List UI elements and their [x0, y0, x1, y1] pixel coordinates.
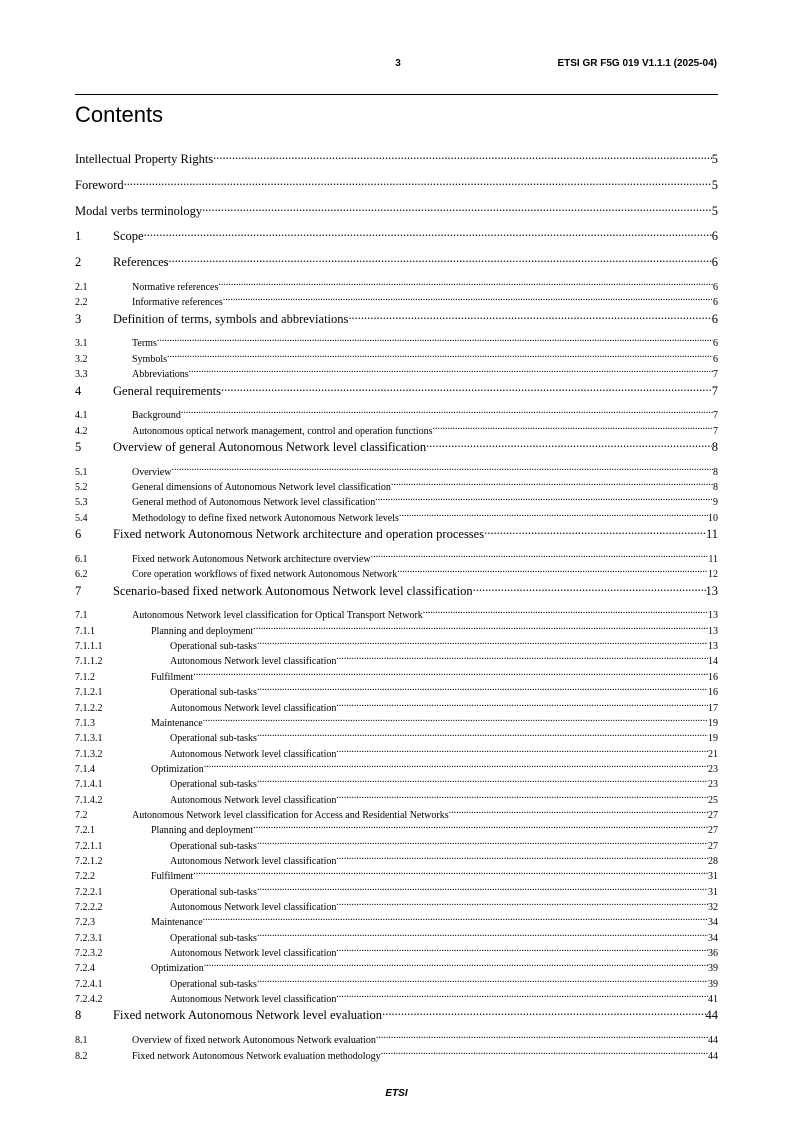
toc-entry-page: 10 [708, 512, 718, 524]
toc-entry-page: 39 [708, 963, 718, 975]
toc-entry-number: 7.1.1.1 [75, 641, 103, 653]
toc-entry-number: 7.2.1 [75, 825, 95, 837]
toc-dot-leader [253, 821, 708, 833]
toc-entry-number: 7.2.2.1 [75, 886, 103, 898]
toc-entry[interactable] [75, 837, 718, 852]
toc-entry-page: 44 [708, 1050, 718, 1062]
toc-entry-number: 8.2 [75, 1050, 88, 1062]
toc-entry-page: 6 [711, 311, 718, 326]
toc-entry-title: Scope [113, 229, 144, 244]
toc-entry-page: 23 [708, 763, 718, 775]
toc-entry-title: Operational sub-tasks [170, 978, 257, 990]
toc-dot-leader [204, 760, 708, 772]
toc-dot-leader [189, 365, 713, 377]
toc-entry[interactable] [75, 493, 718, 508]
toc-entry-page: 12 [708, 569, 718, 581]
toc-entry-number: 7.2.3.2 [75, 948, 103, 959]
toc-entry-title: General dimensions of Autonomous Network level classification [132, 482, 391, 494]
toc-entry-number: 7.2.3 [75, 917, 95, 929]
toc-entry-page: 21 [708, 748, 718, 760]
toc-entry[interactable] [75, 1047, 718, 1062]
toc-entry-number: 7.2 [75, 809, 88, 821]
toc-entry-page: 8 [713, 466, 718, 478]
toc-entry-page: 6 [711, 229, 718, 244]
toc-entry[interactable] [75, 1005, 718, 1031]
toc-dot-leader [336, 944, 708, 956]
toc-entry-page: 9 [713, 497, 718, 509]
toc-dot-leader [167, 350, 713, 362]
toc-dot-leader [253, 622, 708, 634]
toc-dot-leader [257, 683, 708, 695]
toc-entry-title: Planning and deployment [151, 625, 254, 637]
toc-entry-page: 7 [713, 410, 718, 422]
toc-entry[interactable] [75, 1031, 718, 1046]
toc-dot-leader [193, 867, 708, 879]
toc-entry-number: 5.2 [75, 482, 88, 494]
toc-dot-leader [375, 493, 713, 505]
toc-entry[interactable] [75, 524, 718, 550]
toc-entry[interactable] [75, 201, 718, 227]
toc-entry[interactable] [75, 913, 718, 928]
toc-entry[interactable] [75, 278, 718, 293]
toc-entry-title: Autonomous Network level classification [170, 994, 337, 1006]
toc-entry-number: 4.2 [75, 425, 88, 437]
toc-entry-title: Overview of fixed network Autonomous Network evaluation [132, 1035, 376, 1047]
toc-entry-title: Maintenance [151, 917, 203, 929]
toc-entry-number: 4.1 [75, 410, 88, 422]
toc-entry-title: Background [132, 410, 181, 422]
toc-entry-page: 6 [713, 353, 718, 365]
toc-entry-page: 16 [708, 687, 718, 699]
toc-entry-number: 5.3 [75, 497, 88, 509]
toc-entry[interactable] [75, 637, 718, 652]
toc-entry[interactable] [75, 293, 718, 308]
toc-entry-number: 6.1 [75, 553, 88, 565]
toc-entry[interactable] [75, 852, 718, 867]
toc-entry-page: 14 [708, 656, 718, 668]
toc-entry-title: Fulfilment [151, 871, 194, 883]
toc-dot-leader [144, 226, 712, 240]
toc-entry-title: Methodology to define fixed network Autonomous Network levels [132, 512, 399, 524]
toc-dot-leader [257, 975, 708, 987]
toc-entry-title: Overview of general Autonomous Network level classification [113, 439, 427, 454]
toc-dot-leader [171, 463, 713, 475]
toc-entry[interactable] [75, 975, 718, 990]
toc-dot-leader [193, 668, 708, 680]
document-id: ETSI GR F5G 019 V1.1.1 (2025-04) [557, 58, 717, 69]
table-of-contents [75, 149, 718, 1062]
toc-entry-title: Fixed network Autonomous Network evaluation methodology [132, 1050, 381, 1062]
toc-entry-title: References [113, 255, 169, 270]
toc-entry-number: 2 [75, 255, 82, 270]
toc-entry-page: 6 [713, 297, 718, 309]
toc-entry[interactable] [75, 606, 718, 621]
toc-entry[interactable] [75, 806, 718, 821]
toc-entry-page: 44 [708, 1035, 718, 1047]
toc-entry-number: 1 [75, 229, 82, 244]
toc-entry-page: 6 [711, 255, 718, 270]
toc-entry-number: 7.1.1 [75, 625, 95, 637]
toc-dot-leader [397, 565, 708, 577]
toc-entry-number: 7.2.4.1 [75, 978, 103, 990]
toc-dot-leader [348, 309, 711, 323]
toc-entry-number: 7.1.2.1 [75, 687, 103, 699]
toc-entry-title: Operational sub-tasks [170, 733, 257, 745]
toc-entry[interactable] [75, 760, 718, 775]
toc-entry-page: 41 [708, 994, 718, 1006]
toc-entry-title: Definition of terms, symbols and abbreviations [113, 311, 349, 326]
toc-entry[interactable] [75, 422, 718, 437]
toc-entry-title: Abbreviations [132, 369, 189, 381]
toc-entry-page: 7 [713, 369, 718, 381]
toc-entry-title: General method of Autonomous Network level classification [132, 497, 376, 509]
toc-entry-title: Intellectual Property Rights [75, 152, 214, 166]
toc-dot-leader [257, 729, 708, 741]
toc-entry-number: 7.2.4 [75, 963, 95, 975]
toc-entry[interactable] [75, 990, 718, 1005]
toc-dot-leader [336, 652, 708, 664]
toc-entry[interactable] [75, 622, 718, 637]
toc-entry-page: 13 [708, 610, 718, 622]
toc-dot-leader [157, 334, 713, 346]
toc-entry-page: 34 [708, 932, 718, 944]
page-title: Contents [75, 102, 164, 127]
toc-entry[interactable] [75, 944, 718, 959]
toc-entry[interactable] [75, 883, 718, 898]
toc-entry[interactable] [75, 714, 718, 729]
toc-entry-title: General requirements [113, 383, 221, 398]
toc-entry-page: 16 [708, 671, 718, 683]
toc-entry-number: 7.1.4.1 [75, 779, 103, 791]
page-footer: ETSI [385, 1088, 408, 1099]
toc-entry-page: 7 [711, 383, 718, 398]
header-rule [75, 94, 718, 95]
toc-entry[interactable] [75, 565, 718, 580]
toc-entry-page: 13 [708, 625, 718, 637]
toc-entry-page: 44 [705, 1008, 718, 1023]
toc-entry-page: 5 [711, 177, 718, 192]
toc-entry[interactable] [75, 929, 718, 944]
toc-dot-leader [336, 745, 708, 757]
toc-entry[interactable] [75, 745, 718, 760]
toc-entry-number: 8.1 [75, 1035, 88, 1047]
toc-entry[interactable] [75, 581, 718, 607]
toc-entry-title: Symbols [132, 353, 168, 365]
toc-entry[interactable] [75, 226, 718, 252]
toc-entry-title: Fixed network Autonomous Network architecture and operation processes [113, 527, 485, 542]
toc-dot-leader [221, 381, 712, 395]
toc-entry-page: 11 [705, 527, 718, 542]
toc-dot-leader [204, 959, 708, 971]
toc-dot-leader [382, 1005, 705, 1019]
toc-entry-page: 25 [708, 794, 718, 806]
toc-dot-leader [336, 990, 708, 1002]
toc-entry-page: 34 [708, 917, 718, 929]
toc-entry[interactable] [75, 729, 718, 744]
toc-entry-title: Autonomous Network level classification [170, 901, 337, 913]
toc-entry-page: 36 [708, 948, 718, 959]
toc-entry[interactable] [75, 821, 718, 836]
toc-dot-leader [257, 775, 708, 787]
toc-entry-page: 6 [713, 338, 718, 350]
toc-dot-leader [371, 550, 709, 562]
toc-entry-title: Operational sub-tasks [170, 840, 257, 852]
toc-entry[interactable] [75, 309, 718, 335]
toc-dot-leader [257, 929, 708, 941]
toc-dot-leader [423, 606, 708, 618]
toc-entry[interactable] [75, 652, 718, 667]
toc-entry[interactable] [75, 699, 718, 714]
toc-entry-title: Fixed network Autonomous Network architecture overview [132, 553, 371, 565]
toc-dot-leader [257, 837, 708, 849]
toc-entry-title: Autonomous Network level classification [170, 748, 337, 760]
toc-entry-title: Overview [132, 466, 172, 478]
toc-entry-title: Maintenance [151, 717, 203, 729]
toc-dot-leader [432, 422, 713, 434]
toc-entry-number: 7.2.1.2 [75, 855, 103, 867]
toc-entry-number: 2.2 [75, 297, 88, 309]
toc-entry-number: 7.2.4.2 [75, 994, 103, 1006]
toc-entry-page: 17 [708, 702, 718, 714]
toc-dot-leader [203, 913, 708, 925]
toc-entry[interactable] [75, 683, 718, 698]
toc-entry-title: Autonomous Network level classification [170, 702, 337, 714]
toc-entry-number: 7.1.2.2 [75, 702, 103, 714]
toc-entry-number: 7.1.3.2 [75, 748, 103, 760]
toc-dot-leader [257, 883, 708, 895]
toc-entry[interactable] [75, 867, 718, 882]
toc-entry[interactable] [75, 334, 718, 349]
toc-entry-page: 5 [711, 152, 718, 166]
toc-entry-number: 3 [75, 311, 82, 326]
toc-entry-number: 6.2 [75, 569, 88, 581]
toc-entry-number: 7.1.4 [75, 763, 95, 775]
toc-entry-page: 23 [708, 779, 718, 791]
toc-entry-page: 5 [711, 203, 718, 218]
toc-dot-leader [391, 478, 713, 490]
toc-entry-number: 7.2.3.1 [75, 932, 103, 944]
toc-entry-title: Modal verbs terminology [75, 203, 203, 218]
toc-entry-title: Terms [132, 338, 157, 350]
toc-entry-number: 7.1.3.1 [75, 733, 103, 745]
toc-entry-page: 27 [708, 840, 718, 852]
toc-entry-page: 31 [708, 871, 718, 883]
toc-entry-number: 3.2 [75, 353, 88, 365]
toc-entry-title: Scenario-based fixed network Autonomous Network level classification [113, 583, 473, 598]
toc-entry-title: Operational sub-tasks [170, 641, 257, 653]
toc-entry-page: 8 [711, 439, 718, 454]
toc-dot-leader [376, 1031, 708, 1043]
toc-entry[interactable] [75, 437, 718, 463]
toc-entry-number: 7.2.2 [75, 871, 95, 883]
toc-dot-leader [336, 852, 708, 864]
toc-entry[interactable] [75, 252, 718, 278]
toc-entry-number: 7.1.2 [75, 671, 95, 683]
toc-dot-leader [336, 791, 708, 803]
toc-entry[interactable] [75, 668, 718, 683]
toc-entry-title: Autonomous Network level classification [170, 656, 337, 668]
toc-dot-leader [202, 201, 712, 215]
toc-entry-title: Operational sub-tasks [170, 886, 257, 898]
toc-entry[interactable] [75, 175, 718, 201]
toc-entry-number: 7.1 [75, 610, 88, 622]
toc-entry-title: Normative references [132, 281, 219, 293]
toc-entry-title: Autonomous Network level classification [170, 855, 337, 867]
toc-dot-leader [381, 1047, 708, 1059]
toc-entry-number: 6 [75, 527, 82, 542]
toc-entry[interactable] [75, 550, 718, 565]
page-number: 3 [395, 58, 401, 69]
toc-entry[interactable] [75, 381, 718, 407]
toc-dot-leader [484, 524, 706, 538]
toc-entry-number: 7.1.1.2 [75, 656, 103, 668]
toc-dot-leader [399, 509, 708, 521]
toc-entry-page: 19 [708, 717, 718, 729]
toc-entry-number: 5.4 [75, 512, 88, 524]
toc-entry[interactable] [75, 365, 718, 380]
toc-dot-leader [181, 406, 713, 418]
toc-entry-title: Operational sub-tasks [170, 779, 257, 791]
toc-entry-number: 5.1 [75, 466, 88, 478]
toc-entry-title: Optimization [151, 963, 204, 975]
toc-dot-leader [336, 699, 708, 711]
toc-entry[interactable] [75, 959, 718, 974]
toc-entry-title: Autonomous Network level classification for Optical Transport Network [132, 610, 423, 622]
toc-entry-page: 39 [708, 978, 718, 990]
toc-entry-title: Fulfilment [151, 671, 194, 683]
toc-entry-number: 5 [75, 439, 82, 454]
toc-entry-title: Planning and deployment [151, 825, 254, 837]
toc-entry-title: Optimization [151, 763, 204, 775]
toc-entry[interactable] [75, 463, 718, 478]
toc-entry-page: 11 [708, 553, 718, 565]
toc-entry-title: Fixed network Autonomous Network level evaluation [113, 1008, 383, 1023]
toc-entry[interactable] [75, 478, 718, 493]
toc-entry-number: 3.1 [75, 338, 88, 350]
toc-entry-page: 13 [705, 583, 718, 598]
toc-entry[interactable] [75, 350, 718, 365]
toc-entry[interactable] [75, 406, 718, 421]
toc-dot-leader [223, 293, 713, 305]
toc-entry-page: 6 [713, 281, 718, 293]
toc-entry-title: Core operation workflows of fixed network Autonomous Network [132, 569, 398, 581]
toc-entry-number: 2.1 [75, 281, 88, 293]
toc-entry-number: 8 [75, 1008, 82, 1023]
toc-entry-title: Autonomous Network level classification for Access and Residential Networks [132, 809, 449, 821]
toc-dot-leader [124, 175, 712, 189]
toc-entry-page: 19 [708, 733, 718, 745]
toc-entry-page: 13 [708, 641, 718, 653]
toc-entry-number: 7.1.3 [75, 717, 95, 729]
toc-entry-page: 8 [713, 482, 718, 494]
toc-dot-leader [218, 278, 713, 290]
toc-entry-number: 7.2.1.1 [75, 840, 103, 852]
toc-entry[interactable] [75, 509, 718, 524]
toc-entry-title: Autonomous Network level classification [170, 794, 337, 806]
toc-dot-leader [257, 637, 708, 649]
toc-entry-title: Operational sub-tasks [170, 687, 257, 699]
toc-entry[interactable] [75, 791, 718, 806]
toc-entry-number: 7 [75, 583, 82, 598]
toc-entry[interactable] [75, 775, 718, 790]
toc-entry-title: Foreword [75, 177, 124, 192]
toc-entry-page: 7 [713, 425, 718, 437]
toc-dot-leader [473, 581, 706, 595]
toc-entry-page: 27 [708, 825, 718, 837]
toc-entry-number: 7.2.2.2 [75, 901, 103, 913]
toc-dot-leader [336, 898, 708, 910]
toc-dot-leader [449, 806, 708, 818]
toc-dot-leader [213, 149, 712, 163]
toc-dot-leader [426, 437, 712, 451]
toc-entry-page: 28 [708, 855, 718, 867]
toc-entry-page: 31 [708, 886, 718, 898]
toc-dot-leader [203, 714, 708, 726]
toc-entry[interactable] [75, 149, 718, 175]
toc-entry-number: 7.1.4.2 [75, 794, 103, 806]
toc-dot-leader [169, 252, 712, 266]
toc-entry-number: 4 [75, 383, 82, 398]
toc-entry[interactable] [75, 898, 718, 913]
toc-entry-title: Autonomous optical network management, control and operation functions [132, 425, 433, 437]
toc-entry-number: 3.3 [75, 369, 88, 381]
toc-entry-page: 32 [708, 901, 718, 913]
toc-entry-page: 27 [708, 809, 718, 821]
toc-entry-title: Operational sub-tasks [170, 932, 257, 944]
toc-entry-title: Autonomous Network level classification [170, 948, 337, 959]
toc-entry-title: Informative references [132, 297, 223, 309]
